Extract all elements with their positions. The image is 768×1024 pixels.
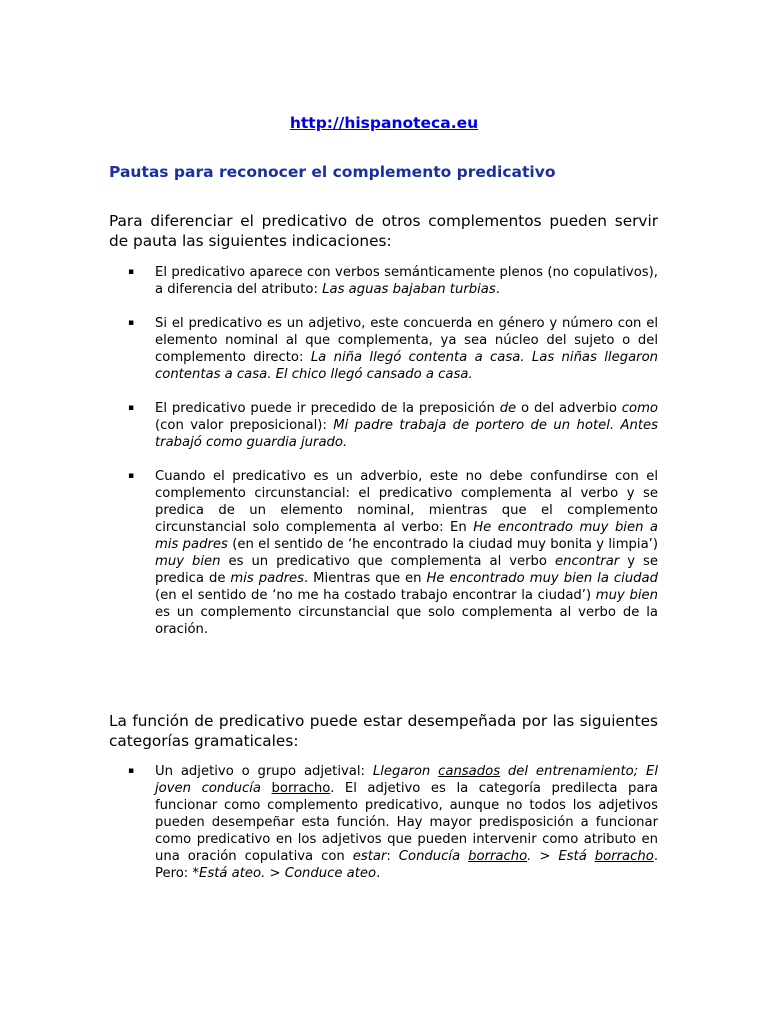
example-text: Está — [558, 849, 595, 864]
bullet-icon: ▪ — [128, 766, 135, 776]
example-text: encontrar — [554, 554, 620, 569]
list-item — [128, 763, 658, 882]
item-text: Si el predicativo es un adjetivo, este concuerda en género y número con el elemento nominal al que complementa, ya sea núcleo del sujeto o del complemento directo: — [155, 316, 658, 365]
item-text: (en el sentido de ‘he encontrado la ciudad muy bonita y limpia’) — [227, 537, 658, 552]
section2-list — [128, 763, 658, 899]
example-underlined — [595, 849, 654, 864]
item-text: es un predicativo que complementa al verbo — [220, 554, 555, 569]
underlined-word: borracho — [468, 849, 528, 864]
example-text: He encontrado muy bien la ciudad — [426, 571, 658, 586]
list-item — [128, 264, 658, 298]
hispanoteca-link[interactable]: http://hispanoteca.eu — [289, 114, 479, 132]
underlined-word: cansados — [438, 764, 501, 779]
item-text: El predicativo puede ir precedido de la preposición — [155, 401, 500, 416]
item-text: . El adjetivo es la categoría predilecta para funcionar como complemento predicativo, aunque no todos los adjetivos pueden desempeñar esta función. Hay mayor predisposición a funcionar como predicativo en los adjetivos que pueden intervenir como atributo en una oración copulativa con — [155, 781, 658, 864]
item-text: . — [376, 866, 381, 881]
item-text: . — [495, 282, 500, 297]
example-underlined — [438, 764, 500, 779]
example-text: He encontrado muy bien a mis padres — [155, 520, 658, 552]
item-text: . Pero: * — [155, 849, 659, 881]
item-text: . Mientras que en — [304, 571, 427, 586]
example-text: estar — [352, 849, 387, 864]
example-text: Llegaron — [372, 764, 439, 779]
example-text: del entrenamiento; El joven conducía — [155, 764, 658, 796]
example-text: muy bien — [595, 588, 658, 603]
item-text: El predicativo aparece con verbos semánticamente plenos (no copulativos), a diferencia del atributo: — [155, 265, 658, 297]
item-text: : — [386, 849, 399, 864]
item-text: > — [531, 849, 559, 864]
underlined-word: borracho — [594, 849, 654, 864]
section1-list — [128, 264, 658, 655]
item-text: (en el sentido de ‘no me ha costado trabajo encontrar la ciudad’) — [155, 588, 596, 603]
example-text: Las aguas bajaban turbias — [322, 282, 496, 297]
underlined-word: borracho — [271, 781, 331, 796]
document-title: Pautas para reconocer el complemento predicativo — [109, 163, 556, 181]
example-text: Conducía — [398, 849, 469, 864]
section2-intro: La función de predicativo puede estar desempeñada por las siguientes categorías gramaticales: — [109, 712, 658, 750]
bullet-icon: ▪ — [128, 318, 135, 328]
example-text: como — [621, 401, 658, 416]
item-text: y se predica de — [155, 554, 658, 586]
list-item — [128, 315, 658, 383]
list-item — [128, 468, 658, 638]
example-text: Está ateo. > Conduce ateo — [199, 866, 377, 881]
example-text: mis padres — [230, 571, 305, 586]
section1-intro: Para diferenciar el predicativo de otros complementos pueden servir de pauta las siguientes indicaciones: — [109, 212, 658, 250]
example-text: La niña llegó contenta a casa. Las niñas llegaron contentas a casa. El chico llegó cansado a casa. — [155, 350, 658, 382]
item-text: Un adjetivo o grupo adjetival: — [155, 764, 373, 779]
item-text: es un complemento circunstancial que solo complementa al verbo de la oración. — [155, 605, 658, 637]
item-text: (con valor preposicional): — [155, 418, 334, 433]
item-text: Cuando el predicativo es un adverbio, este no debe confundirse con el complemento circunstancial: el predicativo complementa al verbo y se predica de un elemento nominal, mientras que el complemento circunstancial solo complementa al verbo: En — [155, 469, 658, 535]
bullet-icon: ▪ — [128, 267, 135, 277]
example-text: Mi padre trabaja de portero de un hotel. Antes trabajó como guardia jurado. — [155, 418, 658, 450]
example-text: muy bien — [155, 554, 221, 569]
example-text: de — [499, 401, 517, 416]
example-underlined — [468, 849, 527, 864]
bullet-icon: ▪ — [128, 403, 135, 413]
example-text: . — [527, 849, 532, 864]
list-item — [128, 400, 658, 451]
bullet-icon: ▪ — [128, 471, 135, 481]
item-text: o del adverbio — [516, 401, 622, 416]
